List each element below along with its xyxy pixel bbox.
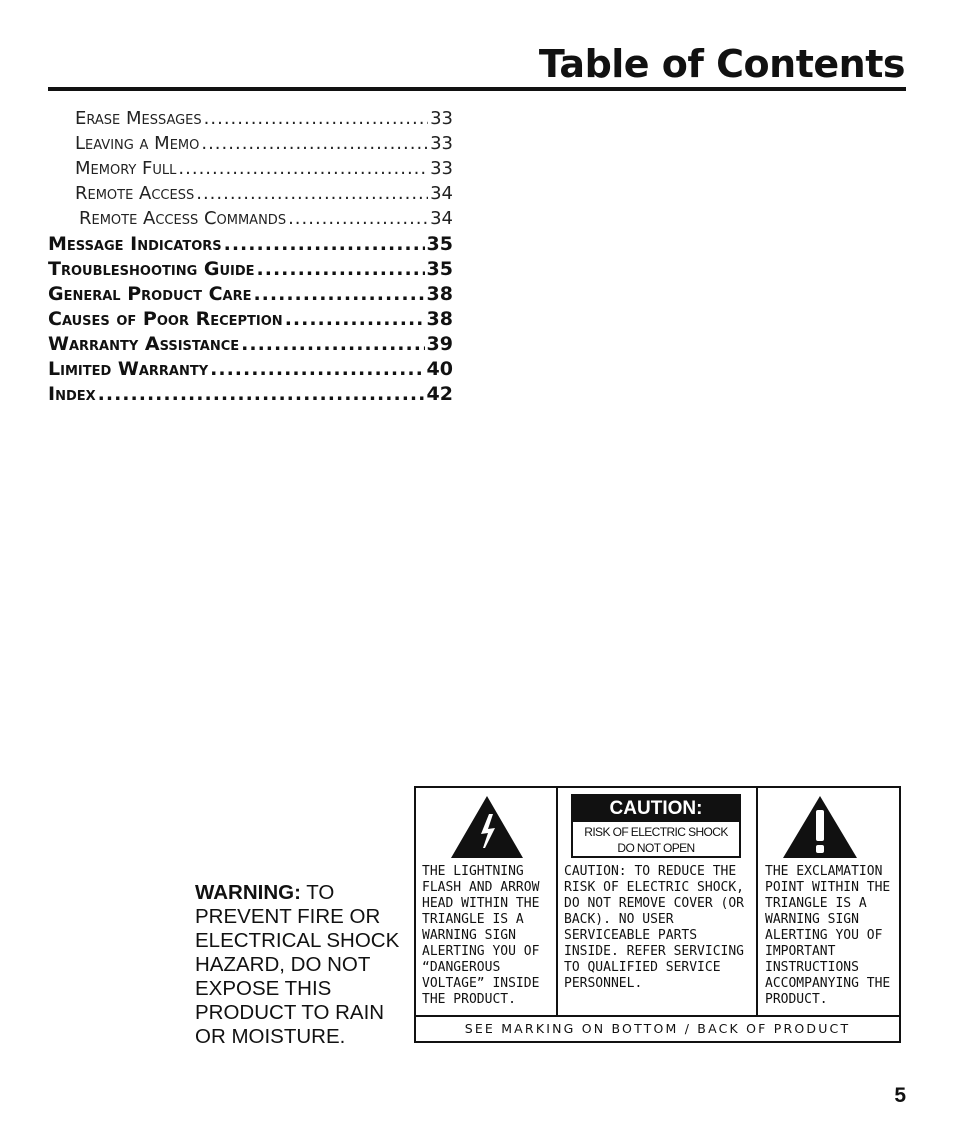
toc-leader-dots — [288, 208, 428, 229]
toc-entry-index[interactable] — [48, 383, 453, 408]
toc-leader-dots — [210, 358, 424, 380]
toc-entry-leaving-a-memo[interactable] — [48, 133, 453, 158]
toc-entry-remote-access[interactable] — [48, 183, 453, 208]
toc-entry-page: 35 — [426, 258, 453, 280]
toc-entry-label: Causes of Poor Reception — [48, 308, 283, 330]
toc-entry-page: 39 — [426, 333, 453, 355]
exclamation-triangle-icon — [781, 794, 859, 860]
page-number: 5 — [894, 1084, 906, 1107]
toc-entry-memory-full[interactable] — [48, 158, 453, 183]
toc-leader-dots — [178, 158, 428, 179]
toc-entry-label: Leaving a Memo — [75, 133, 200, 154]
toc-entry-page: 33 — [430, 108, 453, 129]
toc-entry-label: Memory Full — [75, 158, 177, 179]
toc-entry-general-product-care[interactable] — [48, 283, 453, 308]
toc-entry-label: Message Indicators — [48, 233, 222, 255]
toc-leader-dots — [241, 333, 424, 355]
toc-entry-label: Warranty Assistance — [48, 333, 240, 355]
toc-entry-page: 42 — [426, 383, 453, 405]
lightning-triangle-icon — [449, 794, 525, 860]
toc-entry-warranty-assistance[interactable] — [48, 333, 453, 358]
caution-label-panel — [414, 786, 901, 1043]
toc-entry-page: 34 — [430, 183, 453, 204]
toc-entry-label: Limited Warranty — [48, 358, 209, 380]
toc-leader-dots — [201, 133, 428, 154]
toc-leader-dots — [224, 233, 425, 255]
title-rule — [48, 87, 906, 91]
warning-notice — [195, 881, 410, 1049]
panel-divider — [556, 788, 558, 1015]
toc-entry-limited-warranty[interactable] — [48, 358, 453, 383]
toc-entry-label: General Product Care — [48, 283, 252, 305]
toc-entry-page: 33 — [430, 158, 453, 179]
caution-subheader — [573, 824, 739, 856]
toc-entry-page: 38 — [426, 308, 453, 330]
toc-entry-label: Index — [48, 383, 96, 405]
toc-entry-page: 40 — [426, 358, 453, 380]
panel-divider — [756, 788, 758, 1015]
toc-entry-page: 33 — [430, 133, 453, 154]
toc-leader-dots — [204, 108, 428, 129]
toc-entry-causes-of-poor-reception[interactable] — [48, 308, 453, 333]
toc-leader-dots — [196, 183, 428, 204]
toc-leader-dots — [285, 308, 425, 330]
caution-subheader-line: DO NOT OPEN — [617, 841, 695, 855]
caution-header: CAUTION: — [573, 796, 739, 822]
toc-entry-troubleshooting-guide[interactable] — [48, 258, 453, 283]
warning-label: WARNING: — [195, 881, 301, 904]
toc-entry-message-indicators[interactable] — [48, 233, 453, 258]
caution-instruction-text: CAUTION: TO REDUCE THE RISK OF ELECTRIC SHOCK, DO NOT REMOVE COVER (OR BACK). NO USER SERVICEABLE PARTS INSIDE. REFER SERVICING TO QUALIFIED SERVICE PERSONNEL. — [564, 864, 745, 991]
exclamation-explanation-text: THE EXCLAMATION POINT WITHIN THE TRIANGLE IS A WARNING SIGN ALERTING YOU OF IMPORTANT INSTRUCTIONS ACCOMPANYING THE PRODUCT. — [765, 864, 891, 1007]
toc-entry-label: Remote Access Commands — [79, 208, 287, 229]
toc-entry-label: Erase Messages — [75, 108, 202, 129]
marking-footer: SEE MARKING ON BOTTOM / BACK OF PRODUCT — [464, 1021, 851, 1036]
caution-subheader-line: RISK OF ELECTRIC SHOCK — [584, 825, 728, 839]
toc-entry-label: Remote Access — [75, 183, 195, 204]
lightning-explanation-text: THE LIGHTNING FLASH AND ARROW HEAD WITHIN THE TRIANGLE IS A WARNING SIGN ALERTING YOU OF “DANGEROUS VOLTAGE” INSIDE THE PRODUCT. — [422, 864, 540, 1007]
toc-leader-dots — [98, 383, 425, 405]
panel-divider — [416, 1015, 899, 1017]
page-title: Table of Contents — [538, 42, 905, 86]
toc-entry-label: Troubleshooting Guide — [48, 258, 255, 280]
toc-leader-dots — [257, 258, 425, 280]
toc-entry-erase-messages[interactable] — [48, 108, 453, 133]
caution-header-box — [571, 794, 741, 858]
toc-entry-page: 34 — [430, 208, 453, 229]
toc-entry-page: 38 — [426, 283, 453, 305]
toc-entry-remote-access-commands[interactable] — [48, 208, 453, 233]
toc-entry-page: 35 — [426, 233, 453, 255]
toc-leader-dots — [253, 283, 424, 305]
warning-text: TO PREVENT FIRE OR ELECTRICAL SHOCK HAZARD, DO NOT EXPOSE THIS PRODUCT TO RAIN OR MOISTURE. — [195, 881, 400, 1048]
